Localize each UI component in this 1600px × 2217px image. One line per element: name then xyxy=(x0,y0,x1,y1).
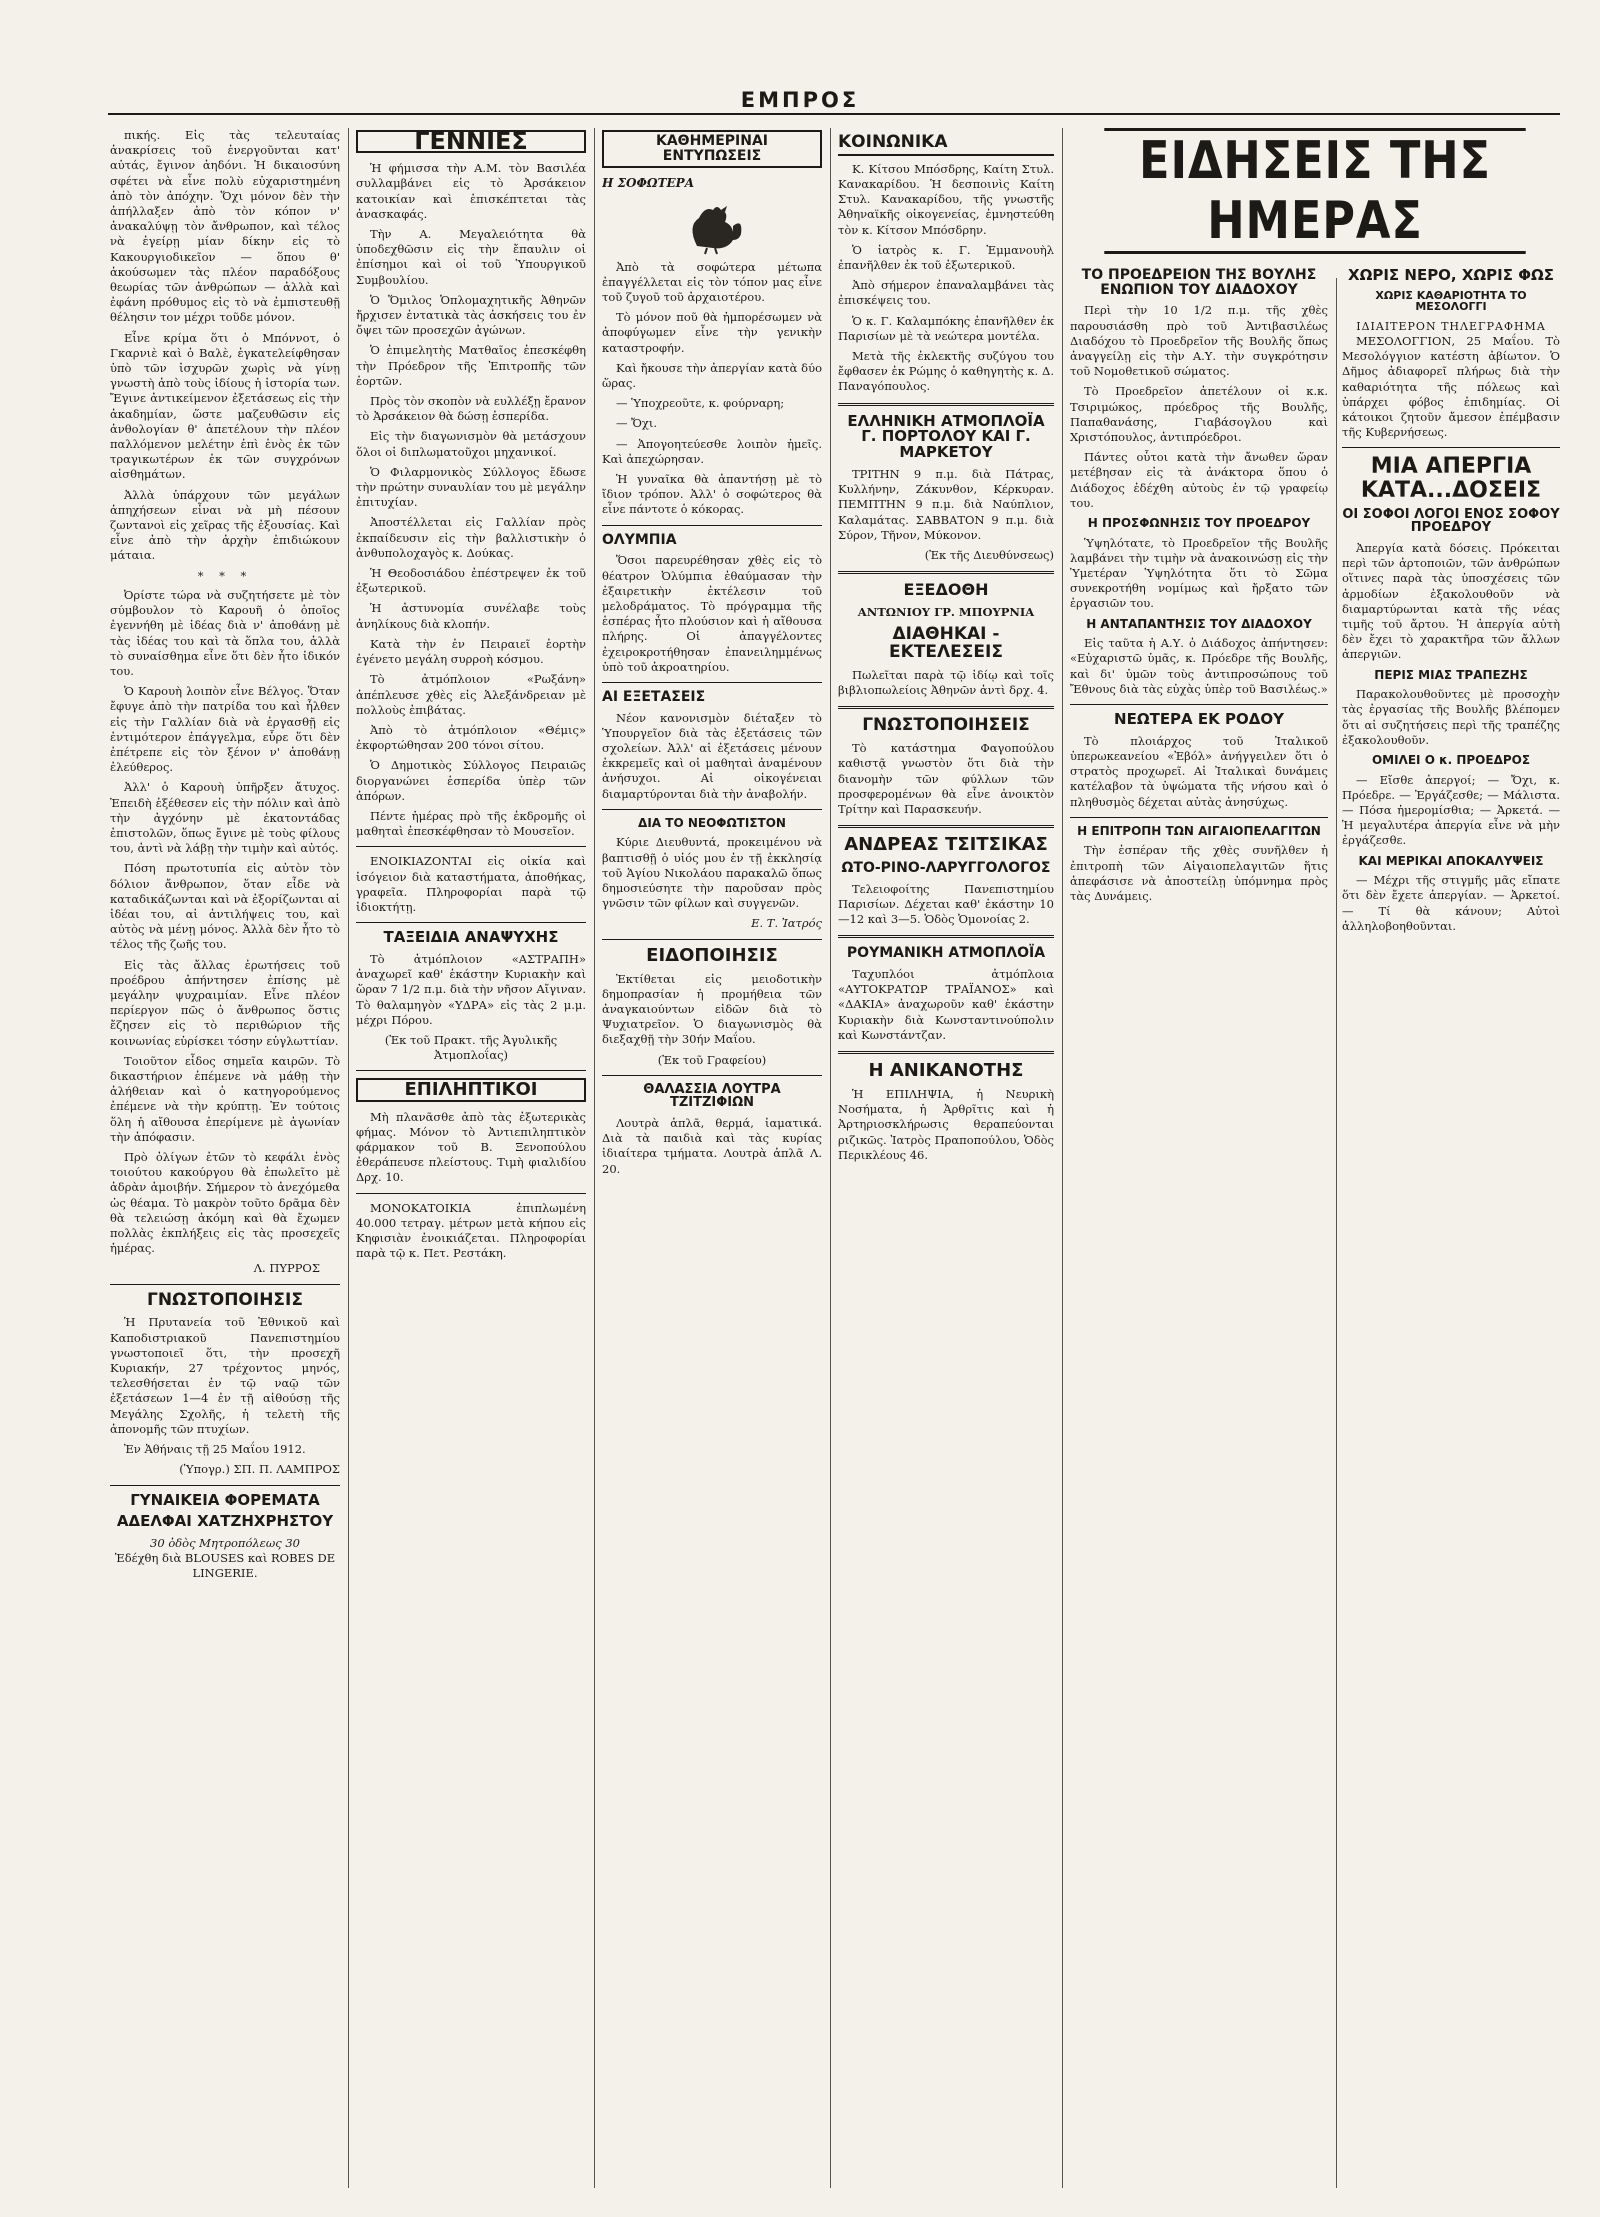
ad-body: Ἡ ΕΠΙΛΗΨΙΑ, ἡ Νευρικὴ Νοσήματα, ἡ Ἀρθρῖτις καὶ ἡ Ἀρτηριοσκλήρωσις θεραπεύονται ριζικῶς. Ἰατρὸς Πραποπούλου, Ὁδὸς Περικλέους 46. xyxy=(838,1086,1054,1162)
dialogue-line: — Ἀπογοητεύεσθε λοιπὸν ἡμεῖς. Καὶ ἀπεχώρησαν. xyxy=(602,436,822,466)
notice-body: Ἡ Πρυτανεία τοῦ Ἐθνικοῦ καὶ Καποδιστριακοῦ Πανεπιστημίου γνωστοποιεῖ ὅτι, τὴν προσεχῆ Κυριακήν, 27 τρέχοντος μηνός, τελεσθήσεται ἐν τῷ ναῷ τῶν ἐξετάσεων 1—4 ἐν τῇ αἰθούσῃ τῆς Μεγάλης Σχολῆς, ἡ τελετὴ τῆς ἀπονομῆς τῶν πτυχίων. xyxy=(110,1315,340,1436)
ad-heading: ΡΟΥΜΑΝΙΚΗ ΑΤΜΟΠΛΟΪΑ xyxy=(846,945,1046,962)
divider xyxy=(838,571,1054,574)
article-paragraph: ΜΕΣΟΛΟΓΓΙΟΝ, 25 Μαΐου. Τὸ Μεσολόγγιον κατέστη ἀβίωτον. Ὁ Δῆμος ἀδιαφορεῖ πλήρως διὰ τὴν καθαριότητα τῆς πόλεως καὶ ὑπάρχει φόβος ἐπιδημίας. Οἱ κάτοικοι ζητοῦν ἄμεσον ἐπέμβασιν τῆς Κυβερνήσεως. xyxy=(1342,334,1560,440)
newspaper-name: ΕΜΠΡΟΣ xyxy=(740,88,860,112)
article-paragraph: Εἰς ταῦτα ἡ Α.Υ. ὁ Διάδοχος ἀπήντησεν: «Εὐχαριστῶ ὑμᾶς, κ. Πρόεδρε τῆς Βουλῆς, καὶ δι' ὑμῶν τοὺς ἀντιπροσώπους τοῦ Ἔθνους διὰ τὰς εὐχὰς ὑπὲρ τοῦ Βασιλέως.» xyxy=(1070,636,1328,696)
divider xyxy=(1070,817,1328,818)
news-item: Κατὰ τὴν ἐν Πειραιεῖ ἑορτὴν ἐγένετο μεγάλη συρροὴ κόσμου. xyxy=(356,636,586,667)
news-item: Εἰς τὴν διαγωνισμὸν θὰ μετάσχουν ὅλοι οἱ διπλωματοῦχοι μηχανικοί. xyxy=(356,429,586,459)
ad-heading: ΕΞΕΔΟΘΗ xyxy=(903,580,989,600)
ad-address: 30 ὁδὸς Μητροπόλεως 30 xyxy=(150,1536,300,1550)
divider xyxy=(1070,704,1328,705)
news-left-column xyxy=(1070,262,1328,909)
notice-date: Ἐν Ἀθήναις τῇ 25 Μαΐου 1912. xyxy=(124,1442,306,1457)
main-headline: ΕΙΔΗΣΕΙΣ ΤΗΣ ΗΜΕΡΑΣ xyxy=(1104,128,1525,254)
divider xyxy=(602,682,822,683)
article-paragraph: Ἀλλὰ ὑπάρχουν τῶν μεγάλων ἀπηχήσεων εἶναι νὰ μὴ πέσουν ζωντανοὶ εἰς χεῖρας τῆς ἐξουσίας. Καὶ εἶνε ἀπὸ τὴν ἀρχὴν ἐπιδιώκουν μάταια. xyxy=(110,487,340,563)
divider xyxy=(602,809,822,810)
ad-body: ΤΡΙΤΗΝ 9 π.μ. διὰ Πάτρας, Κυλλήνην, Ζάκυνθον, Κέρκυραν. ΠΕΜΠΤΗΝ 9 π.μ. διὰ Ναύπλιον, Καλαμάτας. ΣΑΒΒΑΤΟΝ 9 π.μ. διὰ Σύρον, Τῆνον, Μύκονον. xyxy=(838,466,1054,542)
section-heading: ΟΛΥΜΠΙΑ xyxy=(602,531,677,548)
divider xyxy=(602,1075,822,1076)
news-item: Ἡ ἀστυνομία συνέλαβε τοὺς ἀνηλίκους διὰ κλοπήν. xyxy=(356,601,586,631)
article-paragraph: Ἡ γυναῖκα θὰ ἀπαντήσῃ μὲ τὸ ἴδιον τρόπον. Ἀλλ' ὁ σοφώτερος θὰ εἶνε πάντοτε ὁ κόκορας. xyxy=(602,472,822,517)
section-subheading: Η ΠΡΟΣΦΩΝΗΣΙΣ ΤΟΥ ΠΡΟΕΔΡΟΥ xyxy=(1087,516,1311,531)
section-heading: ΑΙ ΕΞΕΤΑΣΕΙΣ xyxy=(602,688,706,705)
ad-body: Ταχυπλόοι ἀτμόπλοια «ΑΥΤΟΚΡΑΤΩΡ ΤΡΑΪΑΝΟΣ» καὶ «ΔΑΚΙΑ» ἀναχωροῦν καθ' ἑκάστην Κυριακὴν διὰ Κωνσταντινούπολιν καὶ Κωνστάντζαν. xyxy=(838,966,1054,1042)
article-paragraph: — Εἴσθε ἀπεργοί; — Ὄχι, κ. Πρόεδρε. — Ἐργάζεσθε; — Μάλιστα. — Πόσα ἡμερομίσθια; — Ἀρκετά. — Ἡ μεγαλυτέρα ἀπεργία εἶνε νὰ μὴν ἐργάζεσθε. xyxy=(1342,772,1560,848)
rooster-icon xyxy=(677,196,747,256)
news-item: Ἡ φήμισσα τὴν Α.Μ. τὸν Βασιλέα συλλαμβάνει εἰς τὸ Ἀρσάκειον κατοικίαν καὶ ἐπισκέπτεται τὰς ἀνασκαφάς. xyxy=(356,161,586,221)
ad-title: ΓΥΝΑΙΚΕΙΑ ΦΟΡΕΜΑΤΑ xyxy=(130,1490,320,1509)
divider xyxy=(838,825,1054,828)
news-item: Ἡ Θεοδοσιάδου ἐπέστρεψεν ἐκ τοῦ ἐξωτερικοῦ. xyxy=(356,566,586,596)
divider xyxy=(838,403,1054,406)
section-subheading: ΚΑΙ ΜΕΡΙΚΑΙ ΑΠΟΚΑΛΥΨΕΙΣ xyxy=(1358,853,1544,868)
column-1 xyxy=(110,128,340,2188)
divider xyxy=(110,1284,340,1285)
article-paragraph: Πόση πρωτοτυπία εἰς αὐτὸν τὸν δόλιον ἄνθρωπον, ὅταν εἶδε νὰ καταδικάζωνται καὶ νὰ ἐξορίζωνται αἱ ἰδέαι του, αἱ ἀντιλήψεις του, καὶ αὐτὸς νὰ μένῃ μόνος. Ἀλλὰ δὲν ἦτο τὸ τέλος τῆς ζωῆς του. xyxy=(110,861,340,952)
book-author: ΑΝΤΩΝΙΟΥ ΓΡ. ΜΠΟΥΡΝΙΑ xyxy=(857,604,1035,619)
ad-heading: ΕΠΙΛΗΠΤΙΚΟΙ xyxy=(356,1078,586,1101)
news-item: Πέντε ἡμέρας πρὸ τῆς ἐκδρομῆς οἱ μαθηταὶ ἐπεσκέφθησαν τὸ Μουσεῖον. xyxy=(356,808,586,839)
news-item: Τὸ ἀτμόπλοιον «Ρωξάνη» ἀπέπλευσε χθὲς εἰς Ἀλεξάνδρειαν μὲ πολλοὺς ἐπιβάτας. xyxy=(356,672,586,717)
section-heading: ΚΑΘΗΜΕΡΙΝΑΙ ΕΝΤΥΠΩΣΕΙΣ xyxy=(602,130,822,168)
article-paragraph: πικής. Εἰς τὰς τελευταίας ἀνακρίσεις τοῦ ἐνεργοῦνται κατ' αὐτάς, ἔγινον ἀηδόνι. Ἡ δικαιοσύνη σφέτει νὰ εἶνε πολὺ εὐχαριστημένη ἀπὸ τὸν ἀπόχην. Ὅχι μόνον δὲν τὴν ἀπήλλαξεν ἀπὸ τὸν κόπον ν' ἀνακαλύψῃ τὸν ἄνθρωπον, καὶ τέλος νὰ ἐγείρῃ μίαν δίκην εἰς τὸ Κακουργιοδικεῖον — ὅπου θ' ἀκούσωμεν τὰς πλέον παραδόξους θεωρίας τῶν ἀνθρώπων — ἀλλὰ καὶ ἐφάνη πρόθυμος εἰς τὸ νὰ ἐμπιστευθῇ θέλησιν τον μέχρι τοῦδε μόνον. xyxy=(110,128,340,325)
column-3 xyxy=(602,128,822,2188)
article-paragraph: — Μέχρι τῆς στιγμῆς μᾶς εἴπατε ὅτι δὲν ἔχετε ἀπεργίαν. — Ἀρκετοί. — Τί θὰ κάνουν; Αὐτοὶ ἀλληλοβοηθοῦνται. xyxy=(1342,873,1560,933)
ad-heading: ΕΛΛΗΝΙΚΗ ΑΤΜΟΠΛΟΪΑ Γ. ΠΟΡΤΟΛΟΥ ΚΑΙ Γ. ΜΑΡΚΕΤΟΥ xyxy=(847,411,1045,462)
notice-body: Ἐκτίθεται εἰς μειοδοτικὴν δημοπρασίαν ἡ προμήθεια τῶν ἀναγκαιούντων εἰδῶν διὰ τὸ Ψυχιατρεῖον. Ὁ διαγωνισμὸς θὰ διεξαχθῇ τὴν 30ήν Μαΐου. xyxy=(602,971,822,1047)
section-heading: ΤΑΞΕΙΔΙΑ ΑΝΑΨΥΧΗΣ xyxy=(383,928,559,947)
news-item: Τὴν Α. Μεγαλειότητα θὰ ὑποδεχθῶσιν εἰς τὴν ἔπαυλιν οἱ ἐπίσημοι καὶ οἱ τοῦ Ὑπουργικοῦ Συμβουλίου. xyxy=(356,227,586,287)
section-subheading: ΟΜΙΛΕΙ Ο κ. ΠΡΟΕΔΡΟΣ xyxy=(1371,752,1531,767)
divider xyxy=(602,525,822,526)
article-paragraph: Ἀλλ' ὁ Καρουὴ ὑπῆρξεν ἄτυχος. Ἐπειδὴ ἐξέθεσεν εἰς τὴν πόλιν καὶ ἀπὸ τὴν ἀγχόνην μὲ ἐκατοντάδας ἐπιστολῶν, ὅπως ἔγινε μὲ τοὺς φίλους του, ἀντὶ νὰ λάβῃ τὴν τιμὴν καὶ αὐτός. xyxy=(110,780,340,856)
divider xyxy=(356,922,586,923)
article-paragraph: Περὶ τὴν 10 1/2 π.μ. τῆς χθὲς παρουσιάσθη πρὸ τοῦ Ἀντιβασιλέως Διαδόχου τὸ Προεδρεῖον τῆς Βουλῆς ὅπως ἀναγγείλῃ εἰς τὴν Α.Υ. τὴν συγκρότησιν τοῦ Νομοθετικοῦ σώματος. xyxy=(1070,303,1328,379)
article-paragraph: Τὴν ἐσπέραν τῆς χθὲς συνῆλθεν ἡ ἐπιτροπὴ τῶν Αἰγαιοπελαγιτῶν ἥτις ἀπεφάσισε νὰ ἀποστείλῃ ὑπόμνημα πρὸς τὰς Δυνάμεις. xyxy=(1070,843,1328,903)
travel-body: Τὸ ἀτμόπλοιον «ΑΣΤΡΑΠΗ» ἀναχωρεῖ καθ' ἑκάστην Κυριακὴν καὶ ὥραν 7 1/2 π.μ. διὰ τὴν νῆσον Αἴγιναν. Τὸ θαλαμηγὸν «ΥΔΡΑ» εἰς τὰς 2 μ.μ. μέχρι Πόρου. xyxy=(356,951,586,1027)
article-paragraph: Ὁ Καρουὴ λοιπὸν εἶνε Βέλγος. Ὅταν ἔφυγε ἀπὸ τὴν πατρίδα του καὶ ἦλθεν εἰς τὴν Γαλλίαν διὰ νὰ ἐργασθῇ εἰς ἐντιμότερον ἐπάγγελμα, εὗρε ὅτι δὲν ἐπέτρεπε εἰς τὸν ξένον ν' ἀποθάνῃ ἐλεύθερος. xyxy=(110,684,340,775)
ad-heading: Η ΑΝΙΚΑΝΟΤΗΣ xyxy=(868,1060,1024,1081)
news-item: Ἀποστέλλεται εἰς Γαλλίαν πρὸς ἐκπαίδευσιν εἰς τὴν βαλλιστικὴν ὁ ἀνθυπολοχαγὸς κ. Δούκας. xyxy=(356,515,586,560)
ad-source: (Ἐκ τῆς Διευθύνσεως) xyxy=(924,547,1054,562)
column-divider xyxy=(348,128,349,2188)
letter-body: Κύριε Διευθυντά, προκειμένου νὰ βαπτισθῇ ὁ υἱός μου ἐν τῇ ἐκκλησίᾳ τοῦ Ἁγίου Νικολάου παρακαλῶ ὅπως δημοσιεύσητε τὴν παροῦσαν πρὸς γνῶσιν τῶν φίλων καὶ συγγενῶν. xyxy=(602,835,822,911)
section-heading: ΤΟ ΠΡΟΕΔΡΕΙΟΝ ΤΗΣ ΒΟΥΛΗΣ ΕΝΩΠΙΟΝ ΤΟΥ ΔΙΑΔΟΧΟΥ xyxy=(1081,267,1317,298)
news-of-the-day xyxy=(1070,128,1560,2188)
section-heading: ΔΙΑ ΤΟ ΝΕΟΦΩΤΙΣΤΟΝ xyxy=(638,815,786,830)
social-item: Ὁ κ. Γ. Καλαμπόκης ἐπανῆλθεν ἐκ Παρισίων μὲ τὰ νεώτερα μοντέλα. xyxy=(838,313,1054,343)
doctor-specialty: ΩΤΟ-ΡΙΝΟ-ΛΑΡΥΓΓΟΛΟΓΟΣ xyxy=(841,860,1051,876)
section-heading: ΝΕΩΤΕΡΑ ΕΚ ΡΟΔΟΥ xyxy=(1114,710,1284,729)
section-heading: Η ΕΠΙΤΡΟΠΗ ΤΩΝ ΑΙΓΑΙΟΠΕΛΑΓΙΤΩΝ xyxy=(1077,823,1321,838)
news-item: Ὁ Φιλαρμονικὸς Σύλλογος ἔδωσε τὴν πρώτην συναυλίαν του μὲ μεγάλην ἐπιτυχίαν. xyxy=(356,464,586,510)
divider xyxy=(356,1193,586,1194)
ad-heading: ΘΑΛΑΣΣΙΑ ΛΟΥΤΡΑ ΤΖΙΤΖΙΦΙΩΝ xyxy=(643,1081,781,1111)
news-item: Ὁ Ὅμιλος Ὁπλομαχητικῆς Ἀθηνῶν ἤρχισεν ἐντατικὰ τὰς ἀσκήσεις του ἐν ὄψει τῶν προσεχῶν ἀγώνων. xyxy=(356,292,586,338)
masthead-rule xyxy=(108,113,1560,115)
column-2 xyxy=(356,128,586,2188)
notice-source: (Ἐκ τοῦ Γραφείου) xyxy=(657,1052,767,1067)
notice-signature: (Ὑπογρ.) ΣΠ. Π. ΛΑΜΠΡΟΣ xyxy=(179,1462,340,1477)
section-heading: ΓΝΩΣΤΟΠΟΙΗΣΕΙΣ xyxy=(862,715,1030,736)
article-paragraph: Παρακολουθοῦντες μὲ προσοχὴν τὰς ἐργασίας τῆς Βουλῆς βλέπομεν ὅτι αἱ συζητήσεις περὶ τῆς τραπέζης ἐξακολουθοῦν. xyxy=(1342,687,1560,747)
article-paragraph: Εἶνε κρίμα ὅτι ὁ Μπόννοτ, ὁ Γκαρνιὲ καὶ ὁ Βαλὲ, ἐγκατελείφθησαν ὑπὸ τῶν ἰσχυρῶν χωρὶς νὰ γίνῃ γνωστὴ ἀπὸ τοὺς ἰδίους ἡ ἱστορία των. Ἔγινε ἀντικείμενον ἐξετάσεως εἰς τὴν ἀκαδημίαν, ὥστε μαζευθῶσιν εἰς ἀνθολογίαν θ' ἀπετέλουν τὴν πλέον παλλόμενον μελέτην ἐπὶ ἑνὸς ἐκ τῶν τραγικωτέρων ἐκ τῶν συγχρόνων αἰσθημάτων. xyxy=(110,330,340,482)
divider xyxy=(838,706,1054,709)
news-item: Πρὸς τὸν σκοπὸν νὰ ευλλέξῃ ἔρανον τὸ Ἀρσάκειον θὰ δώσῃ ἑσπερίδα. xyxy=(356,394,586,424)
article-paragraph: Καὶ ἤκουσε τὴν ἀπεργίαν κατὰ δύο ὥρας. xyxy=(602,360,822,391)
ad-body: Μὴ πλανᾶσθε ἀπὸ τὰς ἐξωτερικὰς φήμας. Μόνον τὸ Ἀντιεπιληπτικὸν φάρμακον τοῦ Β. Ξενοπούλου ἐθεράπευσε πλείστους. Τιμὴ φιαλιδίου Δρχ. 10. xyxy=(356,1109,586,1185)
article-paragraph: Ἀπὸ τὰ σοφώτερα μέτωπα ἐπαγγέλλεται εἰς τὸν τόπον μας εἶνε τοῦ ζυγοῦ τοῦ ἀρχαιοτέρου. xyxy=(602,259,822,305)
masthead xyxy=(0,0,1600,116)
divider xyxy=(838,1051,1054,1054)
column-divider xyxy=(830,128,831,2188)
dialogue-line: — Ὄχι. xyxy=(616,416,658,431)
article-paragraph: Ὅσοι παρευρέθησαν χθὲς εἰς τὸ θέατρον Ὀλύμπια ἐθαύμασαν τὴν ἐξαιρετικὴν ἐκτέλεσιν τοῦ μελοδράματος. Τὸ πρόγραμμα τῆς ἑσπέρας ἦτο πλούσιον καὶ ἡ αἴθουσα πλήρης. Οἱ ἀπαγγέλοντες ἐχειροκροτήθησαν ἐπανειλημμένως ὑπὸ τοῦ ἀκροατηρίου. xyxy=(602,553,822,674)
classified-ad: ΕΝΟΙΚΙΑΖΟΝΤΑΙ εἰς οἰκία καὶ ἰσόγειον διὰ καταστήματα, ἀποθήκας, γραφεῖα. Πληροφορίαι παρὰ τῷ ἰδιοκτήτῃ. xyxy=(356,854,586,914)
section-subheading: ΟΙ ΣΟΦΟΙ ΛΟΓΟΙ ΕΝΟΣ ΣΟΦΟΥ ΠΡΟΕΔΡΟΥ xyxy=(1342,506,1560,536)
social-item: Κ. Κίτσου Μπόσδρης, Καίτη Στυλ. Κανακαρίδου. Ἡ δεσποινὶς Καίτη Στυλ. Κανακαρίδου, τῆς γνωστῆς Ἀθηναϊκῆς οἰκογενείας, ἐμνηστεύθη τὸν κ. Κίτσον Μπόσδρην. xyxy=(838,161,1054,237)
notice-body: Τὸ κατάστημα Φαγοπούλου καθιστᾷ γνωστὸν ὅτι διὰ τὴν διανομὴν τῶν φύλλων τῶν προσφερομένων θὰ εἶνε ἀνοικτὸν Τρίτην καὶ Παρασκευήν. xyxy=(838,741,1054,816)
book-title: ΔΙΑΘΗΚΑΙ - ΕΚΤΕΛΕΣΕΙΣ xyxy=(889,624,1003,662)
ad-body: Λουτρὰ ἁπλᾶ, θερμά, ἰαματικά. Διὰ τὰ παιδιὰ καὶ τὰς κυρίας ἰδιαίτερα τμήματα. Λουτρὰ ἁπλᾶ Λ. 20. xyxy=(602,1116,822,1176)
section-heading: ΓΕΝΝΙΕΣ xyxy=(356,130,586,153)
travel-source: (Ἐκ τοῦ Πρακτ. τῆς Ἀγυλικῆς Ἀτμοπλοΐας) xyxy=(384,1032,558,1063)
social-item: Ἀπὸ σήμερον ἐπαναλαμβάνει τὰς ἐπισκέψεις του. xyxy=(838,278,1054,308)
divider xyxy=(356,1070,586,1071)
divider xyxy=(356,846,586,847)
book-body: Πωλεῖται παρὰ τῷ ἰδίῳ καὶ τοῖς βιβλιοπωλείοις Ἀθηνῶν ἀντὶ δρχ. 4. xyxy=(838,667,1054,698)
ad-firm: ΑΔΕΛΦΑΙ ΧΑΤΖΗΧΡΗΣΤΟΥ xyxy=(116,1512,334,1531)
classified-ad: ΜΟΝΟΚΑΤΟΙΚΙΑ ἐπιπλωμένη 40.000 τετραγ. μέτρων μετὰ κήπου εἰς Κηφισιὰν ἐνοικιάζεται. Πληροφορίαι παρὰ τῷ κ. Πετ. Ρεστάκη. xyxy=(356,1200,586,1261)
divider xyxy=(602,939,822,940)
column-4 xyxy=(838,128,1054,2188)
article-paragraph: Νέον κανονισμὸν διέταξεν τὸ Ὑπουργεῖον διὰ τὰς ἐξετάσεις τῶν σχολείων. Ἀλλ' αἱ ἐξετάσεις μένουν ἐκκρεμεῖς καὶ οἱ μαθηταὶ ἀναμένουν ἀνήσυχοι. Αἱ οἰκογένειαι διαμαρτύρονται διὰ τὴν ἀναβολήν. xyxy=(602,710,822,801)
column-divider xyxy=(594,128,595,2188)
divider xyxy=(1342,447,1560,448)
doctor-name: ΑΝΔΡΕΑΣ ΤΣΙΤΣΙΚΑΣ xyxy=(844,834,1048,856)
section-subheading: ΧΩΡΙΣ ΚΑΘΑΡΙΟΤΗΤΑ ΤΟ ΜΕΣΟΛΟΓΓΙ xyxy=(1375,288,1527,314)
news-item: Ἀπὸ τὸ ἀτμόπλοιον «Θέμις» ἐκφορτώθησαν 200 τόνοι σίτου. xyxy=(356,722,586,753)
section-subheading: ΠΕΡΙΣ ΜΙΑΣ ΤΡΑΠΕΖΗΣ xyxy=(1374,667,1528,682)
ad-extra: Ἐδέχθη διὰ BLOUSES καὶ ROBES DE LINGERIE. xyxy=(114,1551,336,1581)
column-divider xyxy=(1062,128,1063,2188)
dialogue-line: — Ὑποχρεοῦτε, κ. φούρναρη; xyxy=(616,396,785,411)
article-subtitle: Η ΣΟΦΩΤΕΡΑ xyxy=(602,176,694,191)
ad-body: Τελειοφοίτης Πανεπιστημίου Παρισίων. Δέχεται καθ' ἑκάστην 10—12 καὶ 3—5. Ὁδὸς Ὁμονοίας 2. xyxy=(838,881,1054,927)
social-item: Ὁ ἰατρὸς κ. Γ. Ἐμμανουὴλ ἐπανῆλθεν ἐκ τοῦ ἐξωτερικοῦ. xyxy=(838,242,1054,273)
section-heading: ΧΩΡΙΣ ΝΕΡΟ, ΧΩΡΙΣ ΦΩΣ xyxy=(1348,266,1554,284)
article-paragraph: Τὸ μόνον ποῦ θὰ ἠμπορέσωμεν νὰ ἀποφύγωμεν εἶνε τὴν γενικὴν καταστροφήν. xyxy=(602,310,822,355)
article-paragraph: Τὸ πλοιάρχος τοῦ Ἰταλικοῦ ὑπερωκεανείου «Ἐβόλ» ἀνήγγειλεν ὅτι ὁ στρατὸς προχωρεῖ. Αἱ Ἰταλικαὶ δυνάμεις κατέλαβον τὰ ὑψώματα τῆς νήσου καὶ ὁ πληθυσμὸς δέχεται αὐτὰς ἀνησύχως. xyxy=(1070,733,1328,809)
article-paragraph: Ὑψηλότατε, τὸ Προεδρεῖον τῆς Βουλῆς λαμβάνει τὴν τιμὴν νὰ ἀνακοινώσῃ εἰς τὴν Ὑμετέραν Ὑψηλότητα ὅτι τὸ Σῶμα συνεκροτήθη νομίμως καὶ ἤρξατο τῶν ἐργασιῶν του. xyxy=(1070,535,1328,611)
section-subheading: Η ΑΝΤΑΠΑΝΤΗΣΙΣ ΤΟΥ ΔΙΑΔΟΧΟΥ xyxy=(1086,616,1312,631)
article-paragraph: Πάντες οὗτοι κατὰ τὴν ἄνωθεν ὥραν μετέβησαν εἰς τὰ ἀνάκτορα ὅπου ὁ Διάδοχος ἐδέχθη αὐτοὺς ἐν τῷ γραφείῳ του. xyxy=(1070,450,1328,510)
section-stars: * * * xyxy=(197,568,253,583)
article-paragraph: Τὸ Προεδρεῖον ἀπετέλουν οἱ κ.κ. Τσιριμώκος, πρόεδρος τῆς Βουλῆς, Παπαθανάσης, Γιαβάσογλου καὶ Χριστόπουλος, ἀντιπρόεδροι. xyxy=(1070,384,1328,444)
news-item: Ὁ Δημοτικὸς Σύλλογος Πειραιῶς διοργανώνει ἑσπερίδα ὑπὲρ τῶν ἀπόρων. xyxy=(356,758,586,803)
letter-signature: Ε. Τ. Ἰατρός xyxy=(751,916,822,931)
social-item: Μετὰ τῆς ἐκλεκτῆς συζύγου του ἔφθασεν ἐκ Ρώμης ὁ καθηγητὴς κ. Δ. Παναγόπουλος. xyxy=(838,349,1054,394)
author-signature: Λ. ΠΥΡΡΟΣ xyxy=(253,1261,320,1276)
divider xyxy=(110,1485,340,1486)
notice-heading: ΓΝΩΣΤΟΠΟΙΗΣΙΣ xyxy=(147,1289,303,1310)
section-heading: ΜΙΑ ΑΠΕΡΓΙΑ ΚΑΤΑ...ΔΟΣΕΙΣ xyxy=(1360,454,1542,503)
article-paragraph: Πρὸ ὀλίγων ἐτῶν τὸ κεφάλι ἑνὸς τοιούτου κακούργου θὰ ἐπωλεῖτο μὲ ἀδρὰν ἀμοιβήν. Σήμερον τὸ ἀνεχόμεθα ὡς θέαμα. Τὸ μακρὸν τοῦτο δρᾶμα δὲν θὰ τελειώσῃ ἀκόμη καὶ θὰ ἔχωμεν πολλὰς ἐκπλήξεις εἰς τὰς προσεχεῖς ἡμέρας. xyxy=(110,1150,340,1256)
article-paragraph: Εἰς τὰς ἄλλας ἐρωτήσεις τοῦ προέδρου ἀπήντησεν ἐπίσης μὲ μεγάλην ψυχραιμίαν. Εἶνε πλέον περίεργον πῶς ὁ ἄνθρωπος ὅστις ἔζησεν εἰς τὸ περιθώριον τῆς κοινωνίας εὑρίσκει τόσην εὐγλωττίαν. xyxy=(110,957,340,1048)
news-right-column xyxy=(1342,262,1560,939)
article-paragraph: Ἀπεργία κατὰ δόσεις. Πρόκειται περὶ τῶν ἀρτοποιῶν, τῶν ἀνθρώπων οἵτινες παρὰ τὰς ὑποσχέσεις τῶν ἀρμοδίων ἐξακολουθοῦν νὰ διαμαρτύρωνται κατὰ τῆς νέας τιμῆς τοῦ ἄρτου. Ἡ ἀπεργία αὐτὴ δὲν ἔχει τὸ χαρακτῆρα τῶν ἄλλων ἀπεργιῶν. xyxy=(1342,540,1560,662)
section-heading: ΕΙΔΟΠΟΙΗΣΙΣ xyxy=(646,944,778,966)
article-paragraph: Ὀρίστε τώρα νὰ συζητήσετε μὲ τὸν σύμβουλον τὸ Καρουῆ ὁ ὁποῖος ἐγεννήθη μὲ ἰδέας διὰ ν' ἀποθάνῃ μὲ τὰς ἰδέας του καὶ τὰ ὅπλα του, ἀλλὰ τὸ συναίσθημα εἶνε ὅτι δὲν ἦτο ἰδικόν του. xyxy=(110,587,340,678)
divider xyxy=(838,935,1054,938)
article-paragraph: Τοιοῦτον εἶδος σημεῖα καιρῶν. Τὸ δικαστήριον ἐπέμενε νὰ μάθῃ τὴν ἀλήθειαν καὶ ὁ κατηγορούμενος ἐπέμενε νὰ τὴν κρύπτῃ. Ἐν τούτοις ὅλη ἡ αἴθουσα ἐπερίμενε μὲ ἀγωνίαν τὴν ἀπόφασιν. xyxy=(110,1053,340,1144)
news-item: Ὁ ἐπιμελητὴς Ματθαῖος ἐπεσκέφθη τὴν Πρόεδρον τῆς Ἐπιτροπῆς τῶν ἑορτῶν. xyxy=(356,343,586,388)
telegram-label: ΙΔΙΑΙΤΕΡΟΝ ΤΗΛΕΓΡΑΦΗΜΑ xyxy=(1356,319,1546,333)
section-heading: ΚΟΙΝΩΝΙΚΑ xyxy=(838,134,1054,156)
